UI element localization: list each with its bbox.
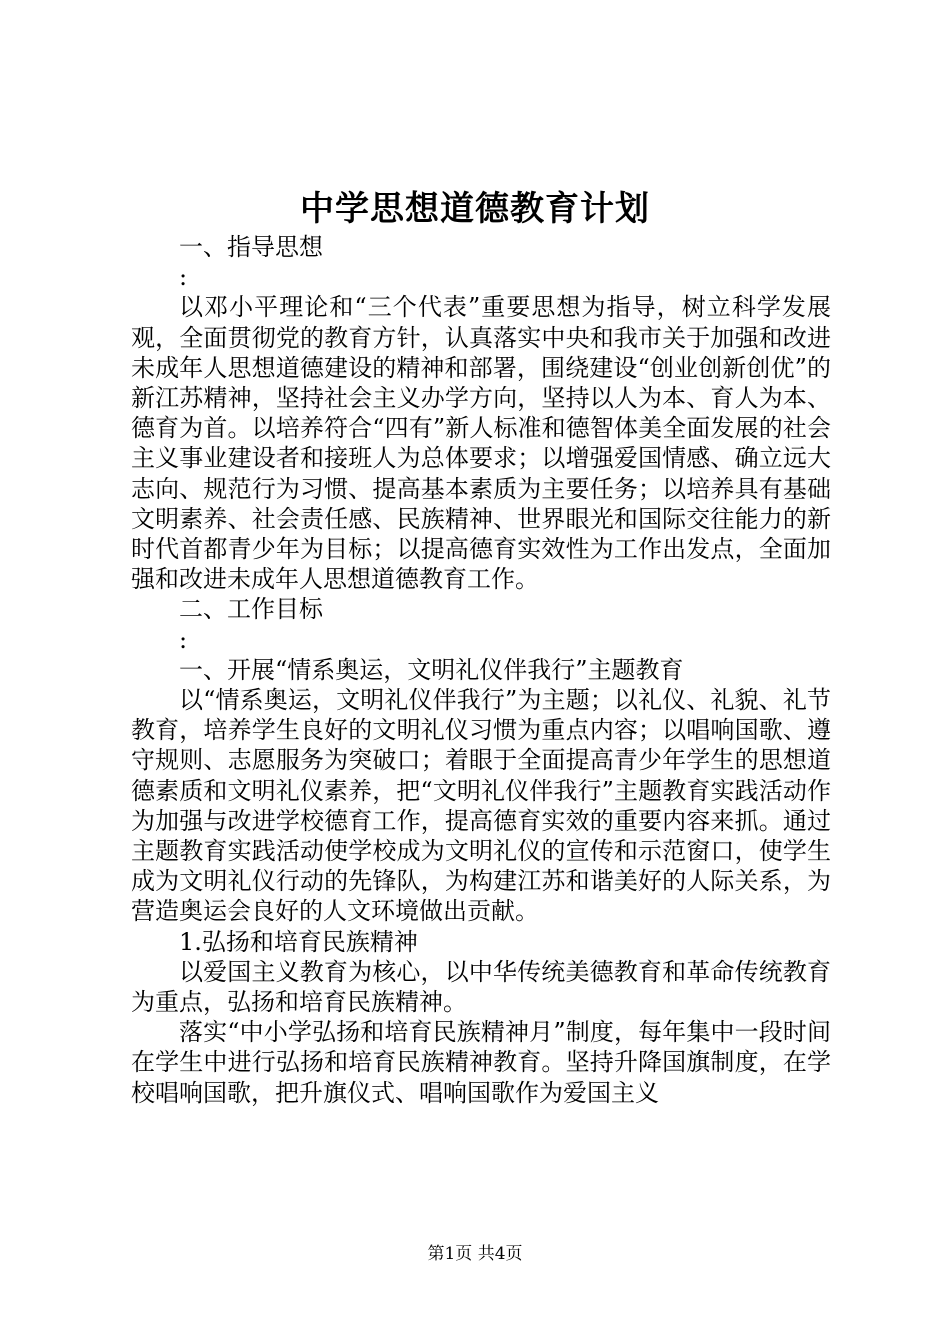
item-heading-national-spirit: 1.弘扬和培育民族精神 (179, 927, 418, 956)
paragraph-olympic-etiquette: 以“情系奥运，文明礼仪伴我行”为主题；以礼仪、礼貌、礼节教育，培养学生良好的文明礼仪习惯为重点内容；以唱响国歌、遵守规则、志愿服务为突破口；着眼于全面提高青少年学生的思想道德素质和文明礼仪素养，把“文明礼仪伴我行”主题教育实践活动作为加强与改进学校德育工作，提高德育实效的重要内容来抓。通过主题教育实践活动使学校成为文明礼仪的宣传和示范窗口，使学生成为文明礼仪行动的先锋队，为构建江苏和谐美好的人际关系，为营造奥运会良好的人文环境做出贡献。 (131, 686, 831, 926)
document-title: 中学思想道德教育计划 (300, 189, 650, 229)
paragraph-guiding-thought: 以邓小平理论和“三个代表”重要思想为指导，树立科学发展观，全面贯彻党的教育方针，认真落实中央和我市关于加强和改进未成年人思想道德建设的精神和部署，围绕建设“创业创新创优”的新江苏精神，坚持社会主义办学方向，坚持以人为本、育人为本、德育为首。以培养符合“四有”新人标准和德智体美全面发展的社会主义事业建设者和接班人为总体要求；以增强爱国情感、确立远大志向、规范行为习惯、提高基本素质为主要任务；以培养具有基础文明素养、社会责任感、民族精神、世界眼光和国际交往能力的新时代首都青少年为目标；以提高德育实效性为工作出发点，全面加强和改进未成年人思想道德教育工作。 (131, 293, 831, 594)
subsection-heading-olympic-etiquette: 一、开展“情系奥运，文明礼仪伴我行”主题教育 (179, 655, 684, 684)
page-number-footer: 第1页 共4页 (427, 1244, 523, 1264)
section-heading-guiding-thought: 一、指导思想 (179, 233, 323, 261)
document-body (131, 232, 831, 1108)
section-heading-work-goals: 二、工作目标 (179, 595, 323, 624)
colon-line: : (179, 625, 188, 654)
paragraph-national-spirit: 以爱国主义教育为核心，以中华传统美德教育和革命传统教育为重点，弘扬和培育民族精神。 (131, 957, 831, 1017)
paragraph-national-spirit-month: 落实“中小学弘扬和培育民族精神月”制度，每年集中一段时间在学生中进行弘扬和培育民族精神教育。坚持升降国旗制度，在学校唱响国歌，把升旗仪式、唱响国歌作为爱国主义 (131, 1018, 831, 1107)
colon-line: : (179, 263, 188, 292)
